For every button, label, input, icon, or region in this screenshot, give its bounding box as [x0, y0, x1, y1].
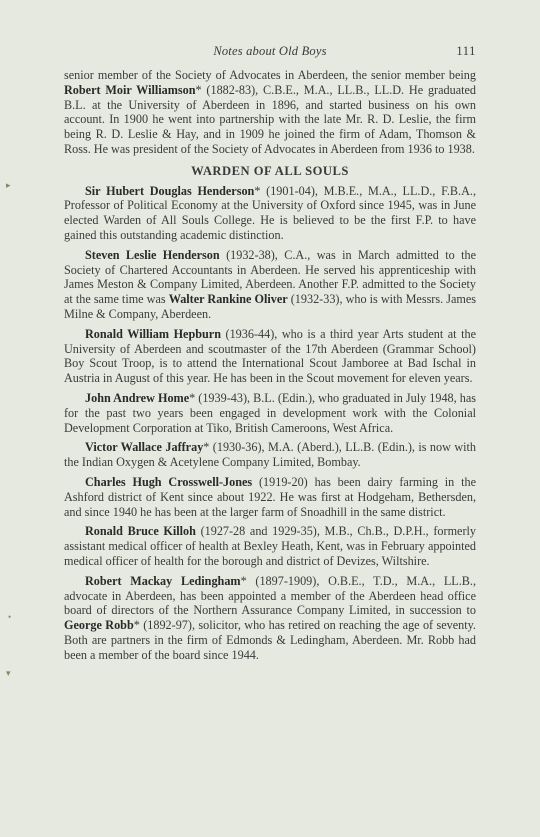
paragraph-steven-henderson: [64, 248, 476, 322]
person-name: Sir Hubert Douglas Henderson: [85, 183, 255, 198]
paragraph-text: * (1901-04), M.B.E., M.A., LL.D., F.B.A., Professor of Political Economy at the University of Oxford since 1945, was in June elected Warden of All Souls College. He is believed to be the first F.P. to have gained this outstanding academic distinction.: [64, 183, 476, 242]
paragraph-williamson: [64, 68, 476, 157]
paragraph-text: (1932-38), C.A., was in March admitted to the Society of Chartered Accountants in Aberdeen. He served his apprenticeship with James Meston & Company Limited, Aberdeen. Another F.P. admitted to the Society at the same time was: [64, 247, 476, 307]
paragraph-text: * (1939-43), B.L. (Edin.), who graduated in July 1948, has for the past two years been engaged in development work with the Colonial Development Corporation at Tiko, British Cameroons, West Africa.: [64, 390, 476, 435]
person-name: Steven Leslie Henderson: [85, 247, 220, 262]
paragraph-text: senior member of the Society of Advocates in Aberdeen, the senior member being: [64, 68, 476, 82]
paragraph-crosswell-jones: [64, 475, 476, 519]
person-name: George Robb: [64, 618, 134, 633]
person-name: Walter Rankine Oliver: [168, 292, 288, 307]
paragraph-hepburn: [64, 327, 476, 386]
paragraph-killoh: [64, 524, 476, 568]
person-name: John Andrew Home: [85, 390, 190, 405]
paragraph-text: (1919-20) has been dairy farming in the Ashford district of Kent since about 1922. He was first at Hodgeham, Bethersden, and since 1940 he has been at the larger farm of Snoadhill in the same district.: [64, 474, 476, 519]
margin-mark: ▸: [6, 180, 11, 190]
paragraph-ledingham: [64, 574, 476, 663]
person-name: Robert Mackay Ledingham: [85, 573, 241, 588]
person-name: Charles Hugh Crosswell-Jones: [85, 474, 253, 489]
section-heading: WARDEN OF ALL SOULS: [191, 163, 349, 178]
paragraph-home: [64, 391, 476, 435]
running-head-title: Notes about Old Boys: [213, 44, 327, 58]
paragraph-hubert-henderson: [64, 184, 476, 243]
running-head: [64, 44, 476, 60]
margin-mark: ▾: [6, 668, 11, 678]
paragraph-text: * (1882-83), C.B.E., M.A., LL.B., LL.D. He graduated B.L. at the University of Aberdeen in 1896, and started business on his own account. In 1900 he went into partnership with the late Mr. R. D. Leslie, the firm being R. D. Leslie & Hay, and in 1909 he joined the firm of Adam, Thomson & Ross. He was president of the Society of Advocates in Aberdeen from 1936 to 1938.: [64, 82, 477, 156]
paragraph-text: * (1897-1909), O.B.E., T.D., M.A., LL.B., advocate in Aberdeen, has been appointed a member of the Aberdeen head office board of directors of the Northern Assurance Company Limited, in succession to: [64, 573, 477, 618]
paragraph-jaffray: [64, 440, 476, 470]
margin-mark: •: [8, 612, 12, 622]
person-name: Victor Wallace Jaffray: [85, 440, 204, 455]
paragraph-text: (1927-28 and 1929-35), M.B., Ch.B., D.P.H., formerly assistant medical officer of health at Bexley Heath, Kent, was in February appointed medical officer of health for the borough and district of Devizes, Wiltshire.: [64, 524, 476, 568]
paragraph-text: * (1930-36), M.A. (Aberd.), LL.B. (Edin.), is now with the Indian Oxygen & Acetylene Company Limited, Bombay.: [64, 440, 477, 470]
paragraph-text: (1932-33), who is with Messrs. James Milne & Company, Aberdeen.: [64, 292, 477, 321]
paragraph-text: * (1892-97), solicitor, who has retired on reaching the age of seventy. Both are partners in the firm of Edmonds & Ledingham, Aberdeen. Mr. Robb had been a member of the board since 1944.: [64, 618, 476, 662]
page-number: 111: [456, 44, 476, 58]
person-name: Ronald Bruce Killoh: [85, 524, 196, 539]
paragraph-text: (1936-44), who is a third year Arts student at the University of Aberdeen and scoutmaster of the 17th Aberdeen (Grammar School) Boy Scout Troop, is to attend the International Scout Jamboree at Bad Ischal in Austria in August of this year. He has been in the Scout movement for eleven years.: [64, 326, 476, 386]
page-body: [64, 68, 476, 662]
person-name: Robert Moir Williamson: [64, 82, 196, 97]
person-name: Ronald William Hepburn: [85, 326, 221, 341]
